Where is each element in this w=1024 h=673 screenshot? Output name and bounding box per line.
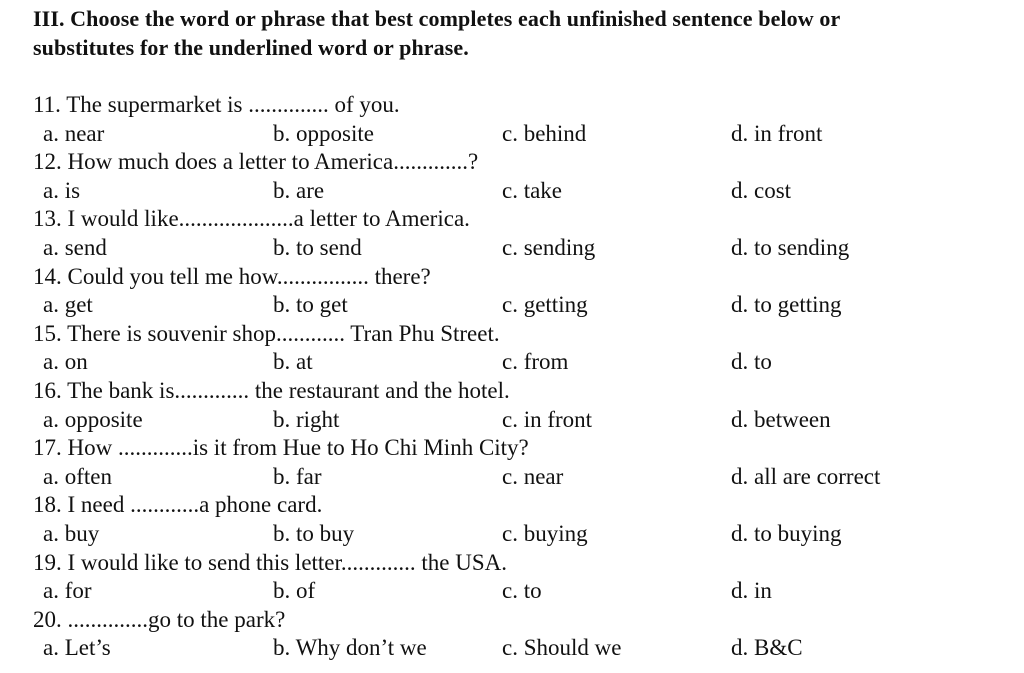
question-list [0, 91, 1024, 663]
question-19-option-a: a. for [43, 578, 92, 604]
question-19-option-d: d. in [731, 578, 772, 604]
question-15-option-b: b. at [273, 349, 313, 375]
question-20-option-b: b. Why don’t we [273, 635, 427, 661]
question-14-option-b: b. to get [273, 292, 348, 318]
answer-options [0, 520, 1024, 549]
question-13-option-d: d. to sending [731, 234, 850, 260]
question-13-option-c: c. sending [502, 234, 596, 260]
answer-options [0, 634, 1024, 663]
question-14-option-c: c. getting [502, 292, 588, 318]
question-20-option-d: d. B&C [731, 635, 803, 661]
question-17-option-b: b. far [273, 463, 322, 489]
question-20-stem: 20. ..............go to the park? [33, 606, 286, 632]
question-16-stem: 16. The bank is............. the restaurant and the hotel. [33, 377, 510, 403]
question-stem [0, 263, 1024, 292]
question-14-option-a: a. get [43, 292, 93, 318]
question-15-option-d: d. to [731, 349, 772, 375]
question-11-option-d: d. in front [731, 120, 823, 146]
question-18-option-b: b. to buy [273, 520, 355, 546]
question-18-option-a: a. buy [43, 520, 100, 546]
question-17-option-d: d. all are correct [731, 463, 881, 489]
answer-options [0, 577, 1024, 606]
question-17-option-a: a. often [43, 463, 112, 489]
question-15-option-c: c. from [502, 349, 569, 375]
question-19-stem: 19. I would like to send this letter............. the USA. [33, 549, 508, 575]
question-16-option-d: d. between [731, 406, 831, 432]
question-stem [0, 549, 1024, 578]
question-stem [0, 434, 1024, 463]
question-20-option-c: c. Should we [502, 635, 622, 661]
question-18-option-c: c. buying [502, 520, 588, 546]
answer-options [0, 406, 1024, 435]
question-12-option-a: a. is [43, 177, 81, 203]
question-12-option-b: b. are [273, 177, 325, 203]
question-20-option-a: a. Let’s [43, 635, 111, 661]
question-13-stem: 13. I would like....................a letter to America. [33, 206, 470, 232]
question-stem [0, 91, 1024, 120]
question-11-stem: 11. The supermarket is .............. of you. [33, 92, 400, 117]
answer-options [0, 291, 1024, 320]
question-19-option-b: b. of [273, 578, 316, 604]
answer-options [0, 463, 1024, 492]
question-11-option-a: a. near [43, 120, 105, 146]
question-stem [0, 320, 1024, 349]
answer-options [0, 234, 1024, 263]
question-19-option-c: c. to [502, 578, 542, 604]
question-18-stem: 18. I need ............a phone card. [33, 492, 323, 518]
question-16-option-c: c. in front [502, 406, 593, 432]
question-14-stem: 14. Could you tell me how................ there? [33, 263, 431, 289]
heading-line-1: III. Choose the word or phrase that best completes each unfinished sentence below or [33, 6, 841, 31]
question-stem [0, 606, 1024, 635]
question-stem [0, 148, 1024, 177]
question-17-option-c: c. near [502, 463, 564, 489]
answer-options [0, 348, 1024, 377]
question-stem [0, 205, 1024, 234]
question-stem [0, 377, 1024, 406]
question-11-option-b: b. opposite [273, 120, 374, 146]
question-12-stem: 12. How much does a letter to America.............? [33, 149, 479, 175]
question-16-option-b: b. right [273, 406, 340, 432]
section-heading [33, 4, 993, 62]
question-15-stem: 15. There is souvenir shop............ Tran Phu Street. [33, 320, 500, 346]
answer-options [0, 120, 1024, 149]
question-11-option-c: c. behind [502, 120, 587, 146]
answer-options [0, 177, 1024, 206]
question-12-option-d: d. cost [731, 177, 792, 203]
question-12-option-c: c. take [502, 177, 563, 203]
question-15-option-a: a. on [43, 349, 88, 375]
question-13-option-a: a. send [43, 234, 107, 260]
heading-line-2: substitutes for the underlined word or phrase. [33, 35, 469, 60]
question-17-stem: 17. How .............is it from Hue to Ho Chi Minh City? [33, 435, 529, 461]
question-stem [0, 491, 1024, 520]
question-16-option-a: a. opposite [43, 406, 143, 432]
question-14-option-d: d. to getting [731, 292, 842, 318]
question-13-option-b: b. to send [273, 234, 362, 260]
question-18-option-d: d. to buying [731, 520, 842, 546]
